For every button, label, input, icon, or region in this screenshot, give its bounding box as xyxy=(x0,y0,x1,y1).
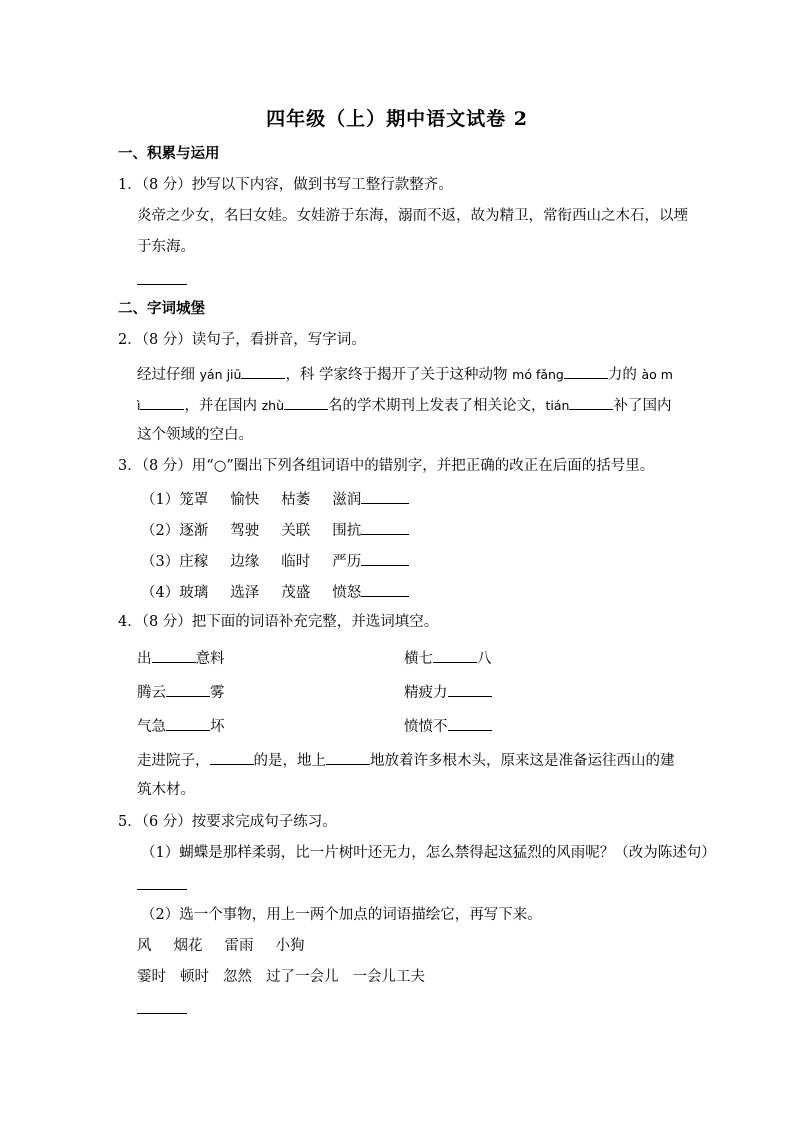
answer-blank[interactable] xyxy=(361,520,409,535)
answer-blank[interactable] xyxy=(284,395,328,410)
sentence-part: 地放着许多根木头，原来这是准备运往西山的建 xyxy=(370,753,675,769)
q2-text: 力的 xyxy=(607,367,642,383)
question-1-text-line1: 炎帝之少女，名曰女娃。女娃游于东海，溺而不返，故为精卫，常衔西山之木石，以堙 xyxy=(137,208,688,224)
word-option: 过了一会儿 xyxy=(266,969,339,985)
question-2-head: 2．（8 分）读句子，看拼音，写字词。 xyxy=(118,332,366,348)
row-number: （1） xyxy=(141,492,180,508)
q3-row-2 xyxy=(141,520,409,540)
answer-blank[interactable] xyxy=(210,750,254,765)
thing-option: 雷雨 xyxy=(224,938,254,954)
question-1-text-line2: 于东海。 xyxy=(137,239,195,255)
page-title: 四年级（上）期中语文试卷 2 xyxy=(266,108,528,130)
q2-text: 经过仔细 xyxy=(137,367,200,383)
idiom-part: 气急 xyxy=(137,719,166,735)
word: 逐渐 xyxy=(179,523,209,539)
q5-part-1: （1）蝴蝶是那样柔弱，比一片树叶还无力，怎么禁得起这猛烈的风雨呢？（改为陈述句） xyxy=(141,845,716,861)
word: 临时 xyxy=(281,554,311,570)
answer-blank-q5-2[interactable] xyxy=(137,1013,187,1014)
question-4-head: 4．（8 分）把下面的词语补充完整，并选词填空。 xyxy=(118,614,439,630)
q4-idiom-6 xyxy=(404,716,492,736)
q2-text: 名的学术期刊上发表了相关论文， xyxy=(328,398,546,414)
q3-row-3 xyxy=(141,551,409,571)
question-5-head: 5．（6 分）按要求完成句子练习。 xyxy=(118,814,337,830)
q4-idiom-1 xyxy=(137,648,225,668)
idiom-part: 出 xyxy=(137,651,152,667)
word: 驾驶 xyxy=(230,523,260,539)
word: 愉快 xyxy=(230,492,260,508)
idiom-part: 愤愤不 xyxy=(404,719,448,735)
thing-option: 小狗 xyxy=(275,938,305,954)
idiom-part: 坏 xyxy=(210,719,225,735)
q5-things-list xyxy=(137,937,305,955)
answer-blank[interactable] xyxy=(361,489,409,504)
section-heading-2: 二、字词城堡 xyxy=(118,300,205,317)
idiom-part: 腾云 xyxy=(137,685,166,701)
word-option: 忽然 xyxy=(223,969,252,985)
answer-blank[interactable] xyxy=(166,716,210,731)
q2-text: ，科 学家终于揭开了关于这种动物 xyxy=(285,367,513,383)
word: 严历 xyxy=(332,554,362,570)
pinyin-mofang: mó fǎng xyxy=(512,367,564,382)
word: 庄稼 xyxy=(179,554,209,570)
answer-blank[interactable] xyxy=(433,648,477,663)
pinyin-aomi-end: ì xyxy=(137,398,141,413)
section-heading-1: 一、积累与运用 xyxy=(118,145,220,162)
word: 滋润 xyxy=(332,492,362,508)
word: 愤怒 xyxy=(332,585,362,601)
q4-sentence-line1 xyxy=(137,750,675,770)
thing-option: 风 xyxy=(137,938,152,954)
q5-words-list xyxy=(137,968,425,986)
q4-sentence-line2: 筑木材。 xyxy=(137,782,195,798)
pinyin-zhu: zhù xyxy=(261,398,284,413)
question-2-line1 xyxy=(137,364,673,384)
sentence-part: 走进院子， xyxy=(137,753,210,769)
idiom-part: 雾 xyxy=(210,685,225,701)
answer-blank[interactable] xyxy=(326,750,370,765)
word-option: 顿时 xyxy=(180,969,209,985)
sentence-part: 的是，地上 xyxy=(253,753,326,769)
q4-idiom-4 xyxy=(404,682,492,702)
q2-text: 补了国内 xyxy=(613,398,672,414)
row-number: （3） xyxy=(141,554,180,570)
word: 围抗 xyxy=(332,523,362,539)
row-number: （4） xyxy=(141,585,180,601)
q4-idiom-2 xyxy=(404,648,492,668)
word: 枯萎 xyxy=(281,492,311,508)
idiom-part: 精疲力 xyxy=(404,685,448,701)
answer-blank[interactable] xyxy=(564,364,608,379)
word: 关联 xyxy=(281,523,311,539)
answer-blank-q1[interactable] xyxy=(137,284,187,285)
answer-blank[interactable] xyxy=(361,551,409,566)
answer-blank[interactable] xyxy=(569,395,613,410)
question-1-head: 1．（8 分）抄写以下内容，做到书写工整行款整齐。 xyxy=(118,177,453,193)
answer-blank[interactable] xyxy=(166,682,210,697)
word: 选泽 xyxy=(230,585,260,601)
idiom-part: 八 xyxy=(477,651,492,667)
row-number: （2） xyxy=(141,523,180,539)
answer-blank[interactable] xyxy=(448,716,492,731)
pinyin-yanjiu: yán jiū xyxy=(199,367,242,382)
word-option: 一会儿工夫 xyxy=(352,969,425,985)
q4-idiom-5 xyxy=(137,716,225,736)
word: 笼罩 xyxy=(179,492,209,508)
thing-option: 烟花 xyxy=(173,938,203,954)
answer-blank[interactable] xyxy=(361,582,409,597)
pinyin-tian: tián xyxy=(545,398,570,413)
word: 玻璃 xyxy=(179,585,209,601)
idiom-part: 横七 xyxy=(404,651,433,667)
q4-idiom-3 xyxy=(137,682,225,702)
q2-text: ，并在国内 xyxy=(184,398,262,414)
question-2-line3: 这个领域的空白。 xyxy=(137,427,253,443)
word-option: 霎时 xyxy=(137,969,166,985)
word: 茂盛 xyxy=(281,585,311,601)
question-3-head: 3．（8 分）用“○”圈出下列各组词语中的错别字，并把正确的改正在后面的括号里。 xyxy=(118,458,655,474)
question-2-line2 xyxy=(137,395,671,415)
answer-blank[interactable] xyxy=(448,682,492,697)
answer-blank[interactable] xyxy=(152,648,196,663)
q5-part-2: （2）选一个事物，用上一两个加点的词语描绘它，再写下来。 xyxy=(141,907,542,923)
q3-row-4 xyxy=(141,582,409,602)
q3-row-1 xyxy=(141,489,409,509)
idiom-part: 意料 xyxy=(195,651,225,667)
answer-blank[interactable] xyxy=(140,395,184,410)
pinyin-aomi: ào m xyxy=(641,367,673,382)
answer-blank[interactable] xyxy=(241,364,285,379)
answer-blank-q5-1[interactable] xyxy=(137,889,187,890)
word: 边缘 xyxy=(230,554,260,570)
